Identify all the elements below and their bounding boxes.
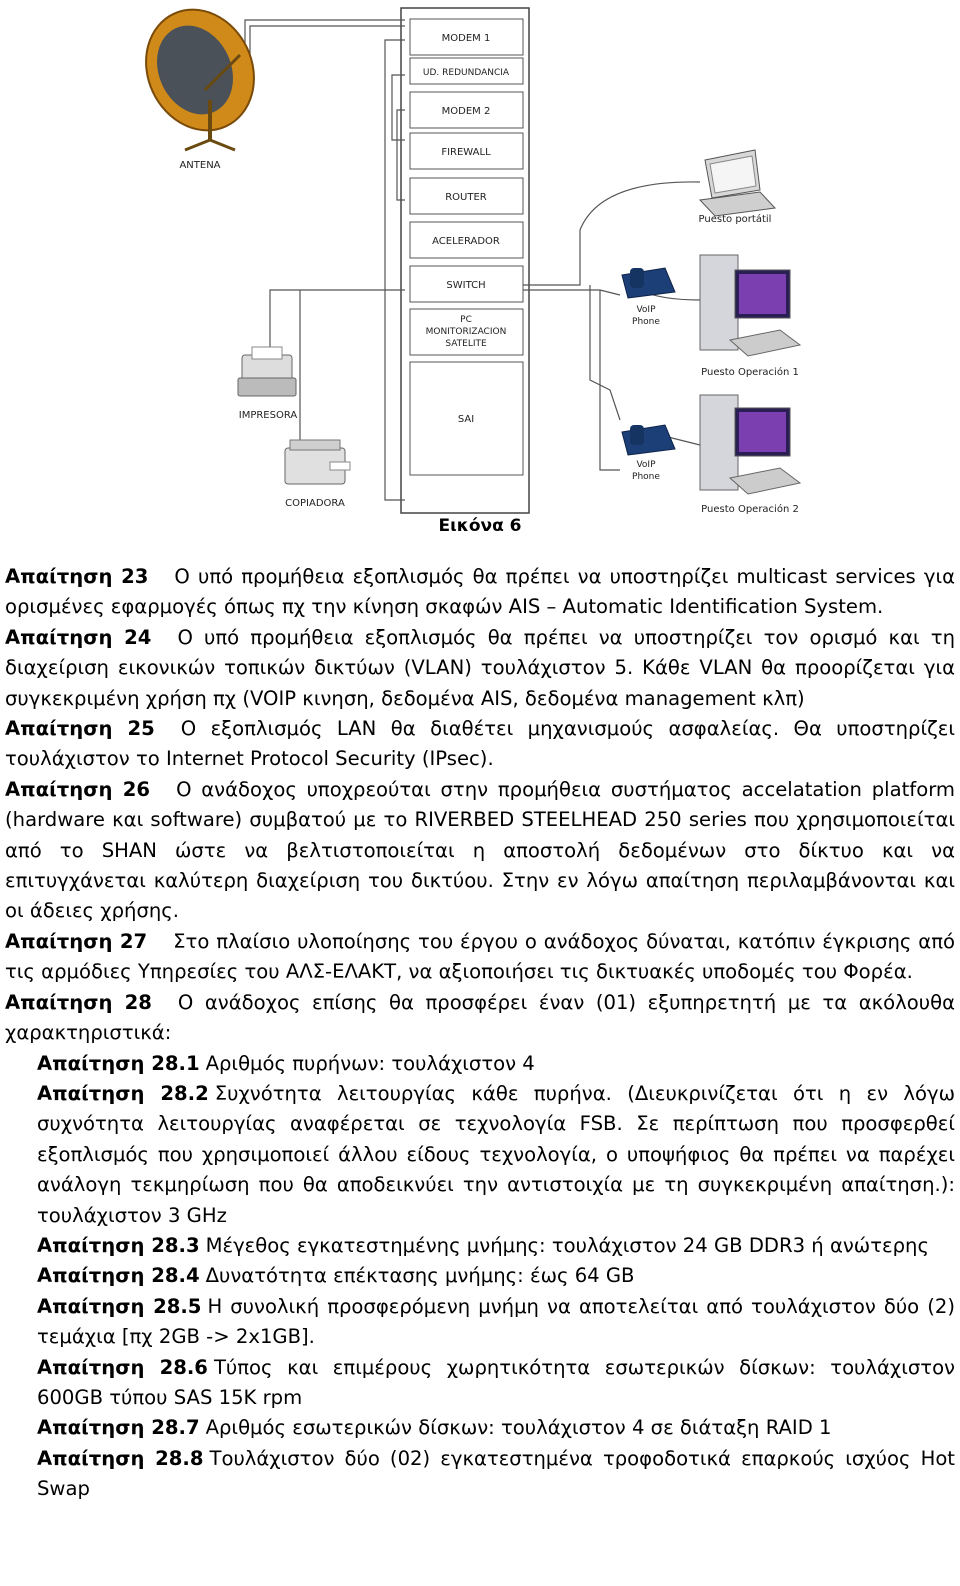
redundancy-label: UD. REDUNDANCIA: [422, 68, 510, 78]
workstation-1-label: Puesto Operación 1: [701, 367, 799, 378]
subrequirement-item: [5, 1353, 955, 1414]
printer-icon: [238, 347, 296, 396]
requirement-text: Ο ανάδοχος υποχρεούται στην προμήθεια συστήματος accelatation platform (hardware και software) συμβατού με το RIVERBED STEELHEAD 250 series που χρησιμοποιείται από το SHAN ώστε να βελτιστοποιείται η αποστολή δεδομένων στο δίκτυο και να επιτυγχάνεται καλύτερη διαχείριση του δικτύου. Στην εν λόγω απαίτηση περιλαμβάνονται και οι άδειες χρήσης.: [5, 777, 955, 923]
workstation-2-label: Puesto Operación 2: [701, 504, 799, 515]
subrequirement-item: [5, 1049, 955, 1079]
ups-label: SAI: [457, 414, 475, 425]
requirement-text: Ο υπό προμήθεια εξοπλισμός θα πρέπει να υποστηρίζει multicast services για ορισμένες εφαρμογές όπως πχ την κίνηση σκαφών AIS – Automatic Identification System.: [5, 565, 956, 619]
requirement-label: Απαίτηση 26: [5, 777, 151, 801]
requirement-label: Απαίτηση 28.7: [37, 1416, 200, 1440]
subrequirement-item: [5, 1444, 955, 1505]
requirement-label: Απαίτηση 25: [5, 717, 155, 741]
requirement-label: Απαίτηση 27: [5, 929, 148, 953]
subrequirement-item: [5, 1292, 955, 1353]
requirement-label: Απαίτηση 28.3: [37, 1233, 200, 1257]
antenna-label: ANTENA: [179, 160, 221, 171]
router-label: ROUTER: [445, 192, 487, 203]
rack-stack: [410, 19, 523, 475]
firewall-label: FIREWALL: [441, 147, 491, 158]
requirement-label: Απαίτηση 28.4: [37, 1264, 200, 1288]
requirement-label: Απαίτηση 28: [5, 990, 152, 1014]
requirement-item: [5, 927, 955, 988]
requirement-text: Τουλάχιστον δύο (02) εγκατεστημένα τροφοδοτικά επαρκούς ισχύος Hot Swap: [37, 1446, 955, 1501]
pc-monitor-label: MONITORIZACION: [425, 327, 507, 337]
printer-label: IMPRESORA: [238, 410, 298, 421]
accelerator-label: ACELERADOR: [432, 236, 500, 247]
modem-2-label: MODEM 2: [441, 106, 491, 117]
requirement-item: [5, 714, 955, 775]
requirement-label: Απαίτηση 28.2: [37, 1081, 209, 1105]
requirement-text: Η συνολική προσφερόμενη μνήμη να αποτελείται από τουλάχιστον δύο (2) τεμάχια [πχ 2GB -> 2x1GB].: [37, 1294, 955, 1349]
subrequirement-item: [5, 1079, 955, 1231]
subrequirement-item: [5, 1413, 955, 1443]
requirement-text: Στο πλαίσιο υλοποίησης του έργου ο ανάδοχος δύναται, κατόπιν έγκρισης από τις αρμόδιες Υπηρεσίες του ΑΛΣ-ΕΛΑΚΤ, να αξιοποιήσει τις δικτυακές υποδομές του Φορέα.: [5, 929, 956, 984]
requirement-label: Απαίτηση 28.5: [37, 1294, 202, 1318]
subrequirement-item: [5, 1231, 955, 1261]
requirement-label: Απαίτηση 24: [5, 625, 152, 649]
requirement-item: [5, 562, 955, 623]
workstation-1-icon: [700, 255, 800, 356]
requirement-text: Αριθμός εσωτερικών δίσκων: τουλάχιστον 4 σε διάταξη RAID 1: [205, 1416, 832, 1440]
copier-icon: [285, 440, 350, 484]
network-diagram: [0, 0, 960, 520]
requirement-text: Δυνατότητα επέκτασης μνήμης: έως 64 GB: [205, 1264, 635, 1288]
pc-label: PC: [460, 315, 472, 325]
subrequirement-item: [5, 1261, 955, 1291]
pc-satellite-label: SATELITE: [445, 339, 487, 349]
switch-label: SWITCH: [446, 280, 486, 291]
requirement-text: Αριθμός πυρήνων: τουλάχιστον 4: [205, 1051, 535, 1075]
voip-phone-2-icon: [622, 425, 675, 455]
requirement-text: Συχνότητα λειτουργίας κάθε πυρήνα. (Διευκρινίζεται ότι η εν λόγω συχνότητα λειτουργίας αναφέρεται σε τεχνολογία FSB. Σε περίπτωση που προσφερθεί εξοπλισμός που χρησιμοποιεί άλλου είδους τεχνολογία, ο υποψήφιος θα πρέπει να παρέχει ανάλογη τεκμηρίωση που θα αποδεικνύει την αντιστοιχία με τη συγκεκριμένη απαίτηση.): τουλάχιστον 3 GHz: [37, 1081, 956, 1227]
workstation-2-icon: [700, 395, 800, 494]
laptop-icon: [700, 150, 775, 216]
voip-1-label: VoIP: [636, 305, 656, 315]
figure-caption: Εικόνα 6: [438, 516, 522, 536]
satellite-antenna-icon: [127, 0, 274, 150]
requirement-label: Απαίτηση 28.6: [37, 1355, 208, 1379]
voip-1-sub-label: Phone: [632, 317, 660, 327]
requirement-text: Τύπος και επιμέρους χωρητικότητα εσωτερικών δίσκων: τουλάχιστον 600GB τύπου SAS 15K rpm: [37, 1355, 955, 1409]
modem-1-label: MODEM 1: [441, 33, 491, 44]
requirement-item: [5, 988, 955, 1049]
requirements-list: [5, 562, 955, 1505]
requirement-item: [5, 623, 955, 714]
voip-phone-1-icon: [622, 268, 675, 298]
requirement-label: Απαίτηση 28.8: [37, 1446, 204, 1470]
requirement-text: Μέγεθος εγκατεστημένης μνήμης: τουλάχιστον 24 GB DDR3 ή ανώτερης: [205, 1233, 929, 1257]
laptop-label: Puesto portátil: [698, 214, 772, 225]
requirement-label: Απαίτηση 28.1: [37, 1051, 200, 1075]
copier-label: COPIADORA: [285, 498, 345, 509]
requirement-label: Απαίτηση 23: [5, 565, 149, 588]
requirement-text: Ο ανάδοχος επίσης θα προσφέρει έναν (01) εξυπηρετητή με τα ακόλουθα χαρακτηριστικά:: [5, 990, 955, 1045]
voip-2-label: VoIP: [636, 460, 656, 470]
requirement-text: Ο υπό προμήθεια εξοπλισμός θα πρέπει να υποστηρίζει τον ορισμό και τη διαχείριση εικονικών τοπικών δικτύων (VLAN) τουλάχιστον 5. Κάθε VLAN θα προορίζεται για συγκεκριμένη χρήση πχ (VOIP κινηση, δεδομένα AIS, δεδομένα management κλπ): [5, 625, 955, 710]
requirement-item: [5, 775, 955, 927]
voip-2-sub-label: Phone: [632, 472, 660, 482]
requirement-text: Ο εξοπλισμός LAN θα διαθέτει μηχανισμούς ασφαλείας. Θα υποστηρίζει τουλάχιστον το Internet Protocol Security (IPsec).: [5, 717, 956, 771]
